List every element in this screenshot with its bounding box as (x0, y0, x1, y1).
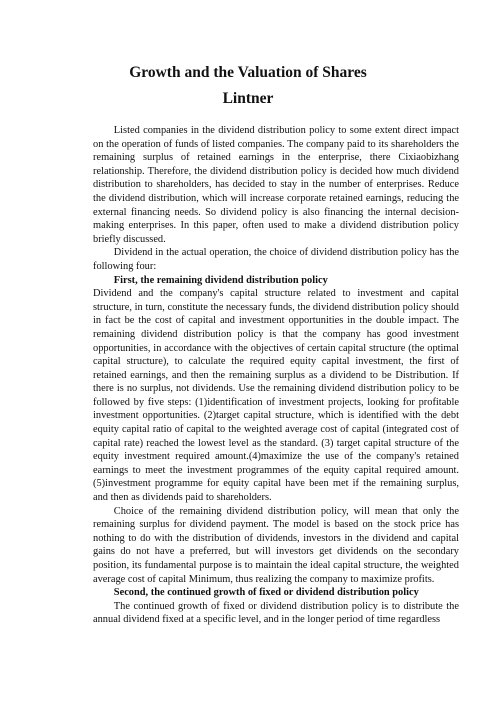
section-heading: Second, the continued growth of fixed or dividend distribution policy (113, 587, 419, 599)
paragraph: Choice of the remaining dividend distribution policy, will mean that only the remaining surplus for dividend payment. The model is based on the stock price has nothing to do with the distribution of dividends, investors in the dividend and capital gains do not have a preferred, but will investors get dividends on the secondary position, its fundamental purpose is to maintain the ideal capital structure, the weighted average cost of capital Minimum, thus realizing the company to maximize profits. (93, 505, 459, 585)
paragraph: The continued growth of fixed or dividend distribution policy is to distribute the annual dividend fixed at a specific level, and in the longer period of time regardless (93, 600, 459, 626)
document-title: Growth and the Valuation of Shares (129, 64, 367, 81)
document-author: Lintner (222, 90, 274, 107)
document-body (93, 124, 459, 627)
paragraph: Dividend in the actual operation, the choice of dividend distribution policy has the following four: (93, 247, 459, 272)
paragraph: Listed companies in the dividend distribution policy to some extent direct impact on the operation of funds of listed companies. The company paid to its shareholders the remaining surplus of retained earnings in the enterprise, there Cixiaobizhang relationship. Therefore, the dividend distribution policy is decided how much dividend distribution to shareholders, has decided to stay in the number of enterprises. Reduce the dividend distribution, which will increase corporate retained earnings, reducing the external financing needs. So dividend policy is also financing the internal decision-making enterprises. In this paper, often used to make a dividend distribution policy briefly discussed. (93, 125, 459, 245)
section-heading: First, the remaining dividend distribution policy (113, 274, 328, 286)
paragraph: Dividend and the company's capital structure related to investment and capital structure, in turn, constitute the necessary funds, the dividend distribution policy should in fact be the cost of capital and investment opportunities in the double impact. The remaining dividend distribution policy is that the company has good investment opportunities, in accordance with the objectives of certain capital structure (the optimal capital structure), to calculate the required equity capital investment, the first of retained earnings, and then the remaining surplus as a dividend to be Distribution. If there is no surplus, not dividends. Use the remaining dividend distribution policy to be followed by five steps: (1)identification of investment projects, looking for profitable investment opportunities. (2)target capital structure, which is identified with the debt equity capital ratio of capital to the weighted average cost of capital (integrated cost of capital rate) reached the lowest level as the standard. (3) target capital structure of the equity investment required amount.(4)maximize the use of the company's retained earnings to meet the investment programmes of the equity capital required amount. (5)investment programme for equity capital have been met if the remaining surplus, and then as dividends paid to shareholders. (93, 288, 459, 504)
